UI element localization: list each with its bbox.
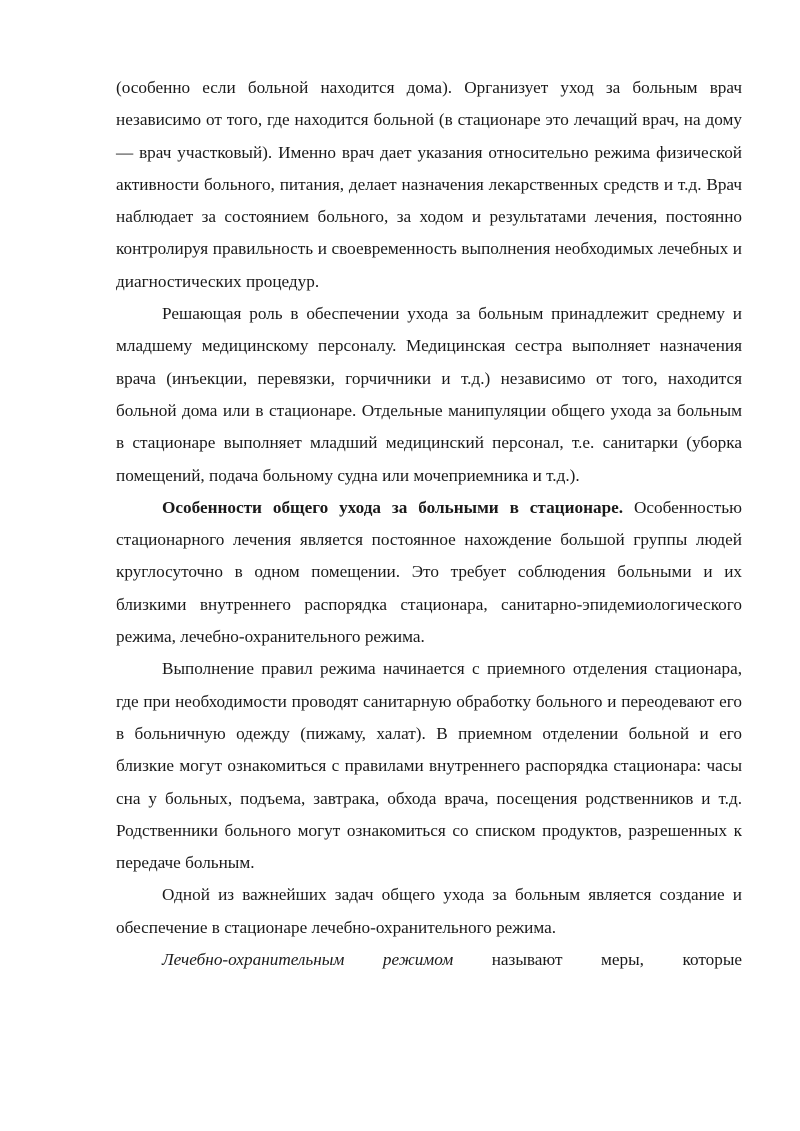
paragraph-3-body: Особенностью стационарного лечения является постоянное нахождение большой группы людей круглосуточно в одном помещении. Это требует соблюдения больными и их близкими внутреннего распорядка стационара, санитарно-эпидемиологического режима, лечебно-охранительного режима. xyxy=(116,497,742,647)
paragraph-4: Выполнение правил режима начинается с приемного отделения стационара, где при необходимости проводят санитарную обработку больного и переодевают его в больничную одежду (пижаму, халат). В приемном отделении больной и его близкие могут ознакомиться с правилами внутреннего распорядка стационара: часы сна у больных, подъема, завтрака, обхода врача, посещения родственников и т.д. Родственники больного могут ознакомиться со списком продуктов, разрешенных к передаче больным. xyxy=(116,659,742,873)
paragraph-6 xyxy=(116,944,742,976)
document-page xyxy=(116,72,742,976)
paragraph-3 xyxy=(116,492,742,653)
paragraph-5: Одной из важнейших задач общего ухода за больным является создание и обеспечение в стационаре лечебно-охранительного режима. xyxy=(116,885,742,937)
paragraph-6-body: называют меры, которые xyxy=(453,950,742,970)
defined-term: Лечебно-охранительным режимом xyxy=(162,950,454,970)
paragraph-2: Решающая роль в обеспечении ухода за больным принадлежит среднему и младшему медицинскому персоналу. Медицинская сестра выполняет назначения врача (инъекции, перевязки, горчичники и т.д.) независимо от того, находится больной дома или в стационаре. Отдельные манипуляции общего ухода за больным в стационаре выполняет младший медицинский персонал, т.е. санитарки (уборка помещений, подача больному судна или мочеприемника и т.д.). xyxy=(116,304,742,485)
section-heading: Особенности общего ухода за больными в стационаре. xyxy=(162,497,624,517)
paragraph-1: (особенно если больной находится дома). Организует уход за больным врач независимо от того, где находится больной (в стационаре это лечащий врач, на дому — врач участковый). Именно врач дает указания относительно режима физической активности больного, питания, делает назначения лекарственных средств и т.д. Врач наблюдает за состоянием больного, за ходом и результатами лечения, постоянно контролируя правильность и своевременность выполнения необходимых лечебных и диагностических процедур. xyxy=(116,78,742,291)
